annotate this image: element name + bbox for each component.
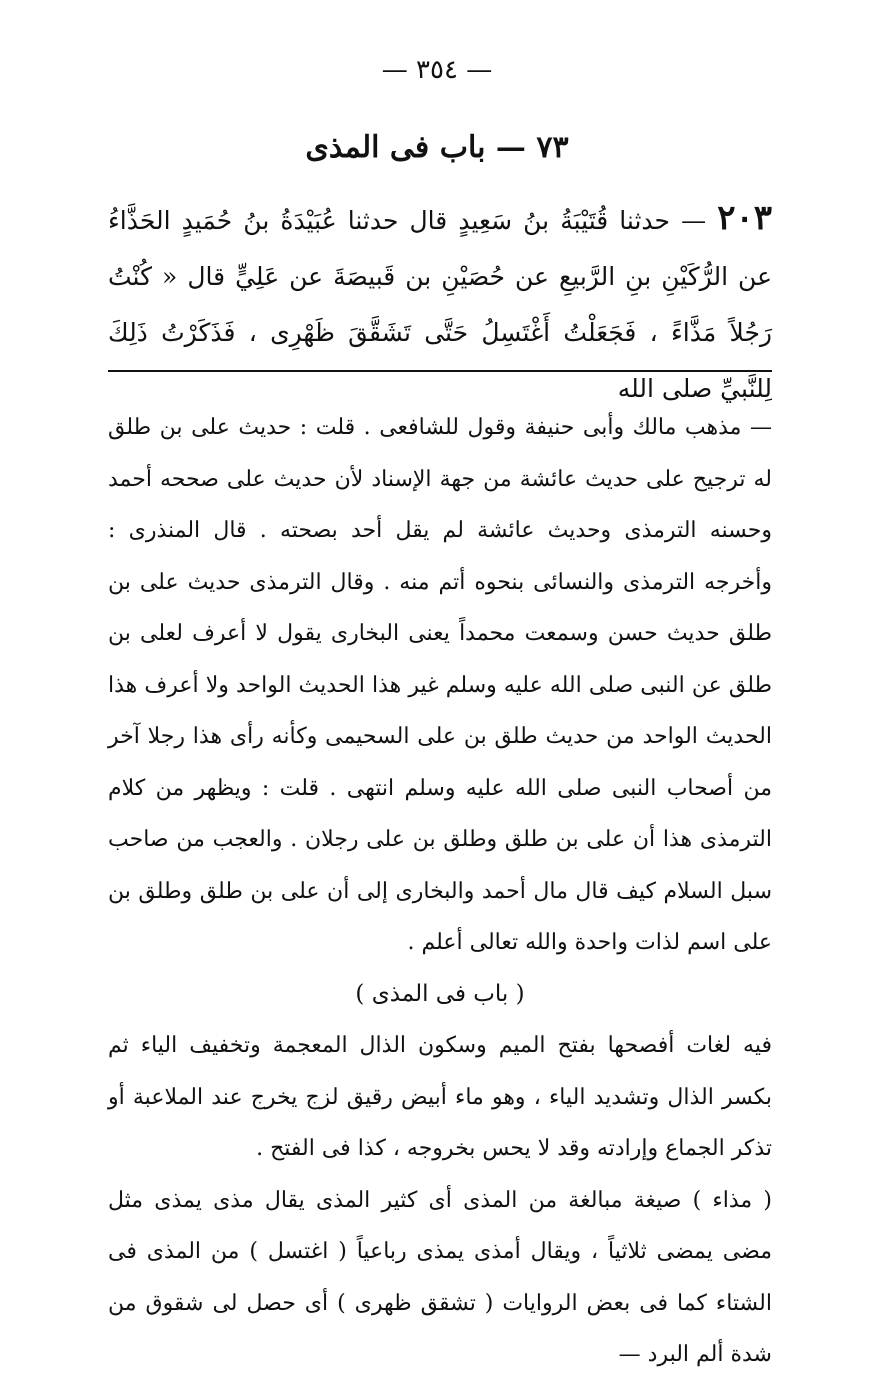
commentary-paragraph-2: فيه لغات أفصحها بفتح الميم وسكون الذال المعجمة وتخفيف الياء ثم بكسر الذال وتشديد الياء ، وهو ماء أبيض رقيق لزج يخرج عند الملاعبة أو تذكر الجماع وإرادته وقد لا يحس بخروجه ، كذا فى الفتح . [108, 1033, 772, 1161]
hadith-text-block [108, 190, 772, 417]
chapter-title: ٧٣ — باب فى المذى [305, 130, 569, 165]
commentary-paragraph-3: ( مذاء ) صيغة مبالغة من المذى أى كثير المذى يقال مذى يمذى مثل مضى يمضى ثلاثياً ، ويقال أمذى يمذى رباعياً ( اغتسل ) من المذى فى الشتاء كما فى بعض الروايات ( تشقق ظهرى ) أى حصل لى شقوق من شدة ألم البرد — [108, 1187, 772, 1367]
commentary-sub-heading: ( باب فى المذى ) [355, 980, 525, 1007]
page-number: — ٣٥٤ — [381, 55, 493, 85]
commentary-block [108, 402, 772, 1381]
footnote-divider [108, 370, 772, 372]
hadith-number: ٢٠٣ [717, 198, 772, 238]
hadith-text: — حدثنا قُتَيْبَةُ بنُ سَعِيدٍ قال حدثنا عُبَيْدَةُ بنُ حُمَيدٍ الحَذَّاءُ عن الرُّكَيْنِ بنِ الرَّبيعِ عن حُصَيْنِ بن قَبيصَةَ عن عَلِيٍّ قال « كُنْتُ رَجُلاً مَذَّاءً ، فَجَعَلْتُ أَغْتَسِلُ حَتَّى تَشَقَّقَ ظَهْرِى ، فَذَكَرْتُ ذَلِكَ لِلنَّبيِّ صلى الله [108, 206, 772, 403]
commentary-paragraph-1: — مذهب مالك وأبى حنيفة وقول للشافعى . قلت : حديث على بن طلق له ترجيح على حديث عائشة من جهة الإسناد لأن حديث على صححه أحمد وحسنه الترمذى وحديث عائشة لم يقل أحد بصحته . قال المنذرى : وأخرجه الترمذى والنسائى بنحوه أتم منه . وقال الترمذى حديث على بن طلق حديث حسن وسمعت محمداً يعنى البخارى يقول لا أعرف لعلى بن طلق عن النبى صلى الله عليه وسلم غير هذا الحديث الواحد ولا أعرف هذا الحديث الواحد من حديث طلق بن على السحيمى وكأنه رأى هذا رجلا آخر من أصحاب النبى صلى الله عليه وسلم انتهى . قلت : ويظهر من كلام الترمذى هذا أن على بن طلق وطلق بن على رجلان . والعجب من صاحب سبل السلام كيف قال مال أحمد والبخارى إلى أن على بن طلق وطلق بن على اسم لذات واحدة والله تعالى أعلم . [108, 415, 772, 955]
